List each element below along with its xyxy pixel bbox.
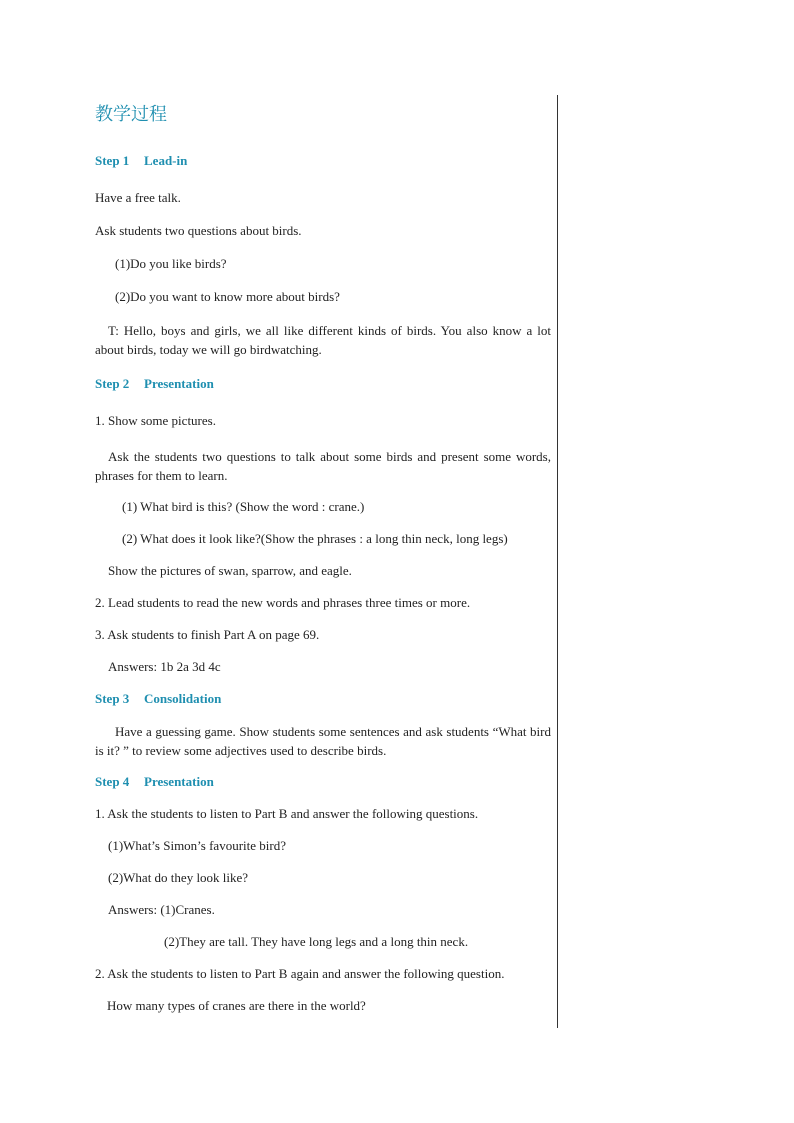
step-4-question-1: (1)What’s Simon’s favourite bird? [108, 838, 286, 853]
step-4-name: Presentation [144, 774, 214, 789]
step-3-heading [95, 691, 221, 707]
step-2-question-1: (1) What bird is this? (Show the word : crane.) [122, 499, 365, 514]
step-1-name: Lead-in [144, 153, 188, 168]
step-2-heading [95, 376, 214, 392]
step-2-item-3: 3. Ask students to finish Part A on page 69. [95, 627, 320, 642]
step-2-answers: Answers: 1b 2a 3d 4c [108, 659, 221, 674]
step-2-question-2: (2) What does it look like?(Show the phrases : a long thin neck, long legs) [122, 531, 508, 546]
step-1-heading [95, 153, 187, 169]
column-divider [557, 95, 558, 1028]
step-2-item-2: 2. Lead students to read the new words and phrases three times or more. [95, 595, 471, 610]
step-1-free-talk: Have a free talk. [95, 190, 181, 205]
page-title: 教学过程 [95, 104, 167, 125]
step-2-show-pictures: Show the pictures of swan, sparrow, and eagle. [108, 563, 352, 578]
step-2-item-1: 1. Show some pictures. [95, 413, 216, 428]
step-4-item-1: 1. Ask the students to listen to Part B and answer the following questions. [95, 806, 479, 821]
step-3-label: Step 3 [95, 691, 130, 706]
step-4-item-2: 2. Ask the students to listen to Part B again and answer the following question. [95, 966, 505, 981]
step-4-label: Step 4 [95, 774, 130, 789]
step-2-ask: Ask the students two questions to talk about some birds and present some words, phrases for them to learn. [95, 449, 551, 483]
step-4-question-2: (2)What do they look like? [108, 870, 249, 885]
step-4-question-3: How many types of cranes are there in the world? [107, 998, 366, 1013]
step-1-question-1: (1)Do you like birds? [115, 256, 227, 271]
step-3-guessing-game: Have a guessing game. Show students some sentences and ask students “What bird is it? ” to review some adjectives used to describe birds. [95, 724, 551, 758]
step-1-ask: Ask students two questions about birds. [95, 223, 302, 238]
step-2-label: Step 2 [95, 376, 130, 391]
step-2-name: Presentation [144, 376, 214, 391]
step-1-teacher-talk: T: Hello, boys and girls, we all like different kinds of birds. You also know a lot about birds, today we will go birdwatching. [95, 323, 551, 357]
step-3-name: Consolidation [144, 691, 222, 706]
step-4-answer-2: (2)They are tall. They have long legs and a long thin neck. [164, 934, 469, 949]
step-4-heading [95, 774, 214, 790]
step-1-question-2: (2)Do you want to know more about birds? [115, 289, 340, 304]
step-1-label: Step 1 [95, 153, 130, 168]
step-4-answers: Answers: (1)Cranes. [108, 902, 215, 917]
